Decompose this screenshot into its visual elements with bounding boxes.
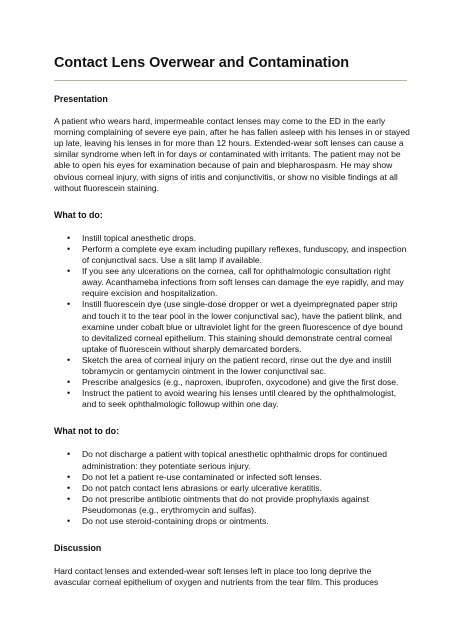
what-not-to-do-section <box>54 426 410 527</box>
discussion-heading: Discussion <box>54 543 102 554</box>
list-item: • Perform a complete eye exam including pupillary reflexes, funduscopy, and inspection of conjunctival sacs. Use a slit lamp if available. <box>82 244 410 266</box>
list-item: • Do not prescribe antibiotic ointments that do not provide prophylaxis against Pseudomonas (e.g., erythromycin and sulfas). <box>82 494 410 516</box>
list-item: • Do not patch contact lens abrasions or early ulcerative keratitis. <box>82 483 410 494</box>
list-item: • Do not use steroid-containing drops or ointments. <box>82 516 410 527</box>
discussion-section <box>54 543 410 588</box>
list-item: • Instruct the patient to avoid wearing his lenses until cleared by the ophthalmologist, and to seek ophthalmologic followup within one day. <box>82 388 410 410</box>
what-to-do-section <box>54 210 410 411</box>
what-to-do-heading: What to do: <box>54 209 103 220</box>
list-item: • Instill topical anesthetic drops. <box>82 233 410 244</box>
title-divider <box>54 80 407 81</box>
discussion-paragraph: Hard contact lenses and extended-wear soft lenses left in place too long deprive the avascular corneal epithelium of oxygen and nutrients from the tear film. This produces <box>54 566 379 588</box>
presentation-paragraph: A patient who wears hard, impermeable contact lenses may come to the ED in the early morning complaining of severe eye pain, after he has fallen asleep with his lenses in or stayed up late, leaving his lenses in for more than 12 hours. Extended-wear soft lenses can cause a similar syndrome when left in for days or contaminated with irritants. The patient may not be able to open his eyes for examination because of pain and blepharospasm. He may show obvious corneal injury, with signs of iritis and conjunctivitis, or show no visible findings at all without fluorescein staining. <box>54 116 410 193</box>
list-item: • Do not let a patient re-use contaminated or infected soft lenses. <box>82 472 410 483</box>
what-not-to-do-list <box>54 449 410 527</box>
what-not-to-do-heading: What not to do: <box>54 426 120 437</box>
presentation-section <box>54 94 410 194</box>
presentation-heading: Presentation <box>54 94 108 104</box>
page-title: Contact Lens Overwear and Contamination <box>54 55 350 71</box>
list-item: • Instill fluorescein dye (use single-dose dropper or wet a dyeimpregnated paper strip and touch it to the tear pool in the lower conjunctival sac), have the patient blink, and examine under cobalt blue or ultraviolet light for the green fluorescence of dye bound to devitalized corneal epithelium. This staining should demonstrate central corneal uptake of fluorescein without sharply demarcated borders. <box>82 299 410 354</box>
document-body <box>54 94 410 599</box>
list-item: • Prescribe analgesics (e.g., naproxen, ibuprofen, oxycodone) and give the first dose. <box>82 377 410 388</box>
list-item: • If you see any ulcerations on the cornea, call for ophthalmologic consultation right away. Acanthameba infections from soft lenses can damage the eye rapidly, and may require excision and hospitalization. <box>82 266 410 299</box>
list-item: • Do not discharge a patient with topical anesthetic ophthalmic drops for continued administration: they potentiate serious injury. <box>82 449 410 471</box>
list-item: • Sketch the area of corneal injury on the patient record, rinse out the dye and instill tobramycin or gentamycin ointment in the lower conjunctival sac. <box>82 355 410 377</box>
what-to-do-list <box>54 233 410 411</box>
